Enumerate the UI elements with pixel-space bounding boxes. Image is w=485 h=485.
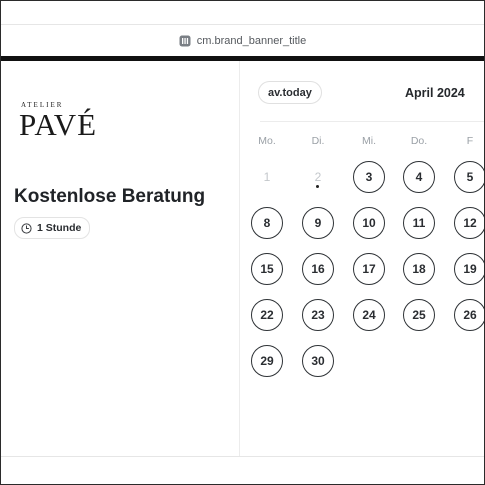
calendar-panel [240,61,485,456]
event-title: Kostenlose Beratung [14,186,206,207]
day-cell[interactable]: 11 [403,207,435,239]
brand-banner-title: cm.brand_banner_title [196,34,307,47]
brand-logo [19,101,109,149]
today-button[interactable]: av.today [258,81,322,104]
day-cell[interactable]: 12 [454,207,485,239]
day-cell: 1 [251,161,283,193]
day-cell[interactable]: 4 [403,161,435,193]
day-cell[interactable]: 3 [353,161,385,193]
duration-badge [14,217,90,239]
logo-small-text: ATELIER [21,101,64,109]
day-cell[interactable]: 10 [353,207,385,239]
day-cell[interactable]: 22 [251,299,283,331]
weekday-header: Di. [311,135,325,147]
weekday-header: Do. [410,135,428,147]
logo-big-text: PAVÉ [19,107,98,142]
day-cell[interactable]: 16 [302,253,334,285]
day-cell[interactable]: 17 [353,253,385,285]
day-cell[interactable]: 9 [302,207,334,239]
divider [260,121,485,122]
event-info-panel [1,61,240,456]
weekday-header: Mo. [258,135,276,147]
day-cell[interactable]: 24 [353,299,385,331]
day-cell: 2 [302,161,334,193]
day-cell[interactable]: 29 [251,345,283,377]
today-marker [316,185,319,188]
weekday-header: Mi. [362,135,376,147]
day-cell[interactable]: 30 [302,345,334,377]
day-cell[interactable]: 23 [302,299,334,331]
day-cell[interactable]: 5 [454,161,485,193]
day-cell[interactable]: 19 [454,253,485,285]
day-cell[interactable]: 26 [454,299,485,331]
clock-icon [21,223,32,234]
image-icon [179,35,191,47]
duration-label: 1 Stunde [37,222,82,234]
day-cell[interactable]: 8 [251,207,283,239]
month-label: April 2024 [405,86,465,100]
brand-banner [1,25,484,56]
top-bar [1,1,484,56]
day-cell[interactable]: 18 [403,253,435,285]
footer-divider [1,456,484,457]
day-cell[interactable]: 25 [403,299,435,331]
day-cell[interactable]: 15 [251,253,283,285]
weekday-header: F [466,135,474,147]
